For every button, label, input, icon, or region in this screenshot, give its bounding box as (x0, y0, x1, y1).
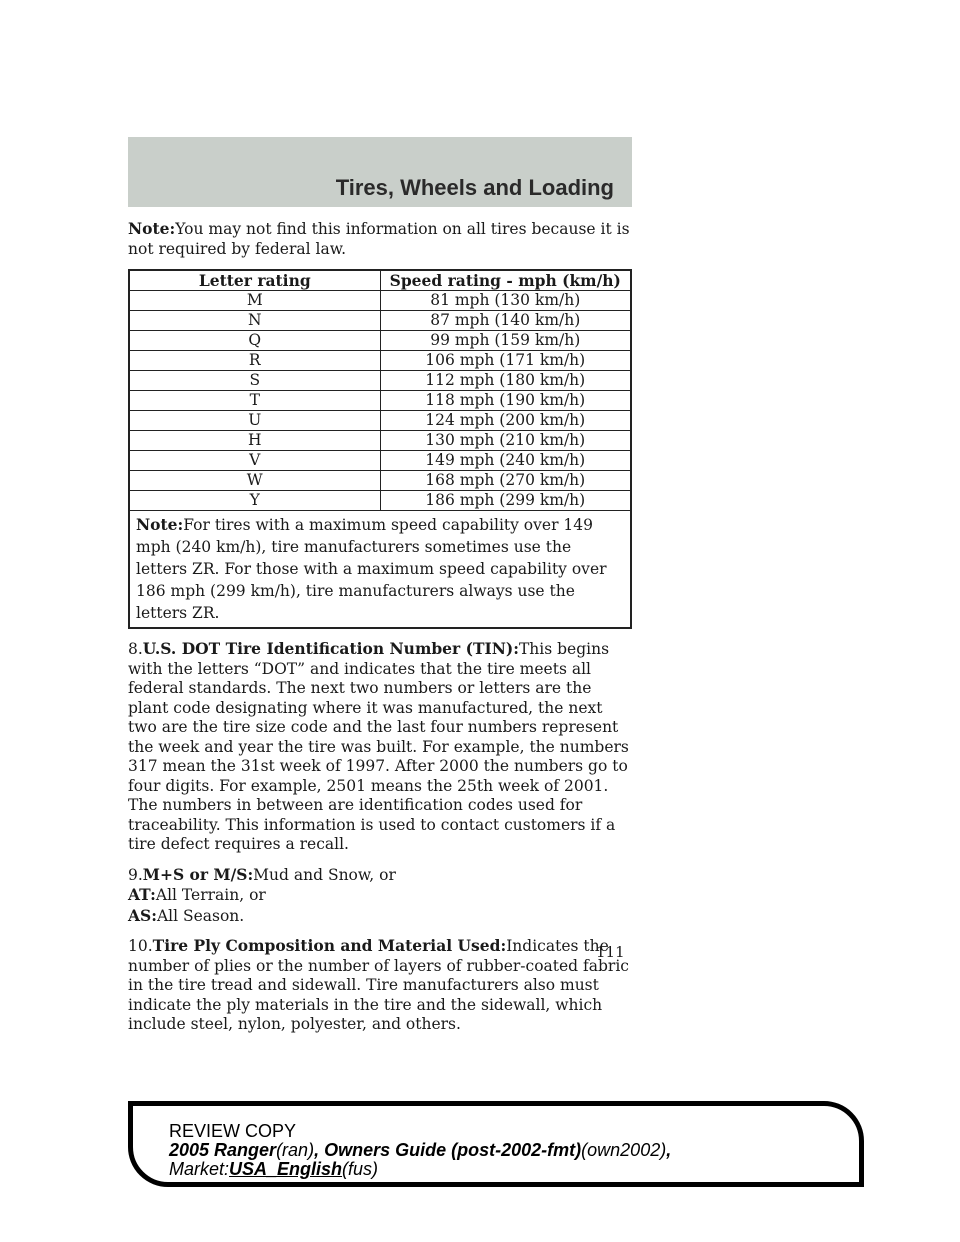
table-note (129, 511, 631, 629)
table-row (129, 331, 631, 351)
item-8-number: 8. (128, 640, 143, 658)
market-code: (fus) (342, 1159, 379, 1179)
letter-cell: W (129, 471, 380, 491)
item-10-paragraph (128, 936, 632, 1035)
table-row (129, 391, 631, 411)
model-code: (ran) (276, 1140, 315, 1160)
table-row (129, 351, 631, 371)
item-10-label: Tire Ply Composition and Material Used: (152, 936, 507, 955)
page-number: 111 (596, 943, 625, 961)
item-10-text: Indicates the number of plies or the number of layers of rubber-coated fabric in the tire tread and sidewall. Tire manufacturers also must indicate the ply materials in the tire and the sidewall, which include steel, nylon, polyester, and others. (128, 937, 629, 1033)
table-row (129, 311, 631, 331)
review-copy-text (169, 1122, 671, 1179)
table-row (129, 291, 631, 311)
item-9-text-at: All Terrain, or (155, 886, 266, 904)
table-note-row (129, 511, 631, 629)
table-row (129, 371, 631, 391)
letter-cell: U (129, 411, 380, 431)
section-header (128, 137, 632, 207)
table-row (129, 491, 631, 511)
speed-cell: 81 mph (130 km/h) (380, 291, 631, 311)
speed-cell: 130 mph (210 km/h) (380, 431, 631, 451)
review-copy-market-line (169, 1160, 671, 1179)
letter-cell: T (129, 391, 380, 411)
speed-cell: 112 mph (180 km/h) (380, 371, 631, 391)
letter-cell: H (129, 431, 380, 451)
section-title: Tires, Wheels and Loading (335, 175, 614, 200)
table-row (129, 431, 631, 451)
item-9-number: 9. (128, 865, 143, 884)
guide-name: Owners Guide (post-2002-fmt) (324, 1140, 582, 1160)
item-8-label: U.S. DOT Tire Identification Number (TIN): (142, 639, 519, 658)
item-8-paragraph (128, 639, 632, 855)
market-label: Market: (169, 1159, 230, 1179)
letter-cell: N (129, 311, 380, 331)
guide-code: (own2002) (581, 1140, 667, 1160)
letter-cell: Y (129, 491, 380, 511)
model-name: 2005 Ranger (169, 1140, 277, 1160)
item-9-paragraph (128, 865, 632, 927)
table-row (129, 451, 631, 471)
header-speed-rating: Speed rating - mph (km/h) (380, 270, 631, 291)
speed-cell: 118 mph (190 km/h) (380, 391, 631, 411)
letter-cell: R (129, 351, 380, 371)
item-9-text-as: All Season. (156, 906, 245, 925)
speed-cell: 87 mph (140 km/h) (380, 311, 631, 331)
item-9-label-ms: M+S or M/S: (142, 864, 254, 884)
letter-cell: M (129, 291, 380, 311)
review-copy-label: REVIEW COPY (169, 1121, 297, 1141)
market-name: USA_English (229, 1159, 343, 1179)
speed-cell: 168 mph (270 km/h) (380, 471, 631, 491)
table-header-row (129, 270, 631, 291)
speed-cell: 99 mph (159 km/h) (380, 331, 631, 351)
item-8-text: This begins with the letters “DOT” and indicates that the tire meets all federal standards. The next two numbers or letters are the plant code designating where it was manufactured, the next two are the tire size code and the last four numbers represent the week and year the tire was built. For example, the numbers 317 mean the 31st week of 1997. After 2000 the numbers go to four digits. For example, 2501 means the 25th week of 2001. The numbers in between are identification codes used for traceability. This information is used to contact customers if a tire defect requires a recall. (128, 640, 629, 853)
separator: , (666, 1140, 672, 1160)
table-note-text: For tires with a maximum speed capability over 149 mph (240 km/h), tire manufacturers sometimes use the letters ZR. For those with a maximum speed capability over 186 mph (299 km/h), tire manufacturers always use the letters ZR. (136, 516, 607, 622)
header-letter-rating: Letter rating (129, 270, 380, 291)
table-note-label: Note: (136, 515, 184, 534)
top-note (128, 219, 632, 259)
table-row (129, 471, 631, 491)
page-content (128, 219, 632, 1035)
top-note-text: You may not find this information on all tires because it is not required by federal law. (128, 220, 630, 258)
letter-cell: V (129, 451, 380, 471)
item-9-label-as: AS: (128, 905, 157, 925)
speed-cell: 124 mph (200 km/h) (380, 411, 631, 431)
speed-rating-table (128, 269, 632, 629)
letter-cell: S (129, 371, 380, 391)
item-9-label-at: AT: (128, 885, 156, 904)
speed-cell: 106 mph (171 km/h) (380, 351, 631, 371)
separator: , (314, 1140, 320, 1160)
item-10-number: 10. (128, 937, 153, 955)
speed-cell: 149 mph (240 km/h) (380, 451, 631, 471)
table-row (129, 411, 631, 431)
letter-cell: Q (129, 331, 380, 351)
item-9-text-ms: Mud and Snow, or (253, 865, 396, 884)
top-note-label: Note: (128, 219, 176, 238)
speed-cell: 186 mph (299 km/h) (380, 491, 631, 511)
review-copy-product-line (169, 1141, 671, 1160)
review-copy-footer (128, 1101, 864, 1187)
